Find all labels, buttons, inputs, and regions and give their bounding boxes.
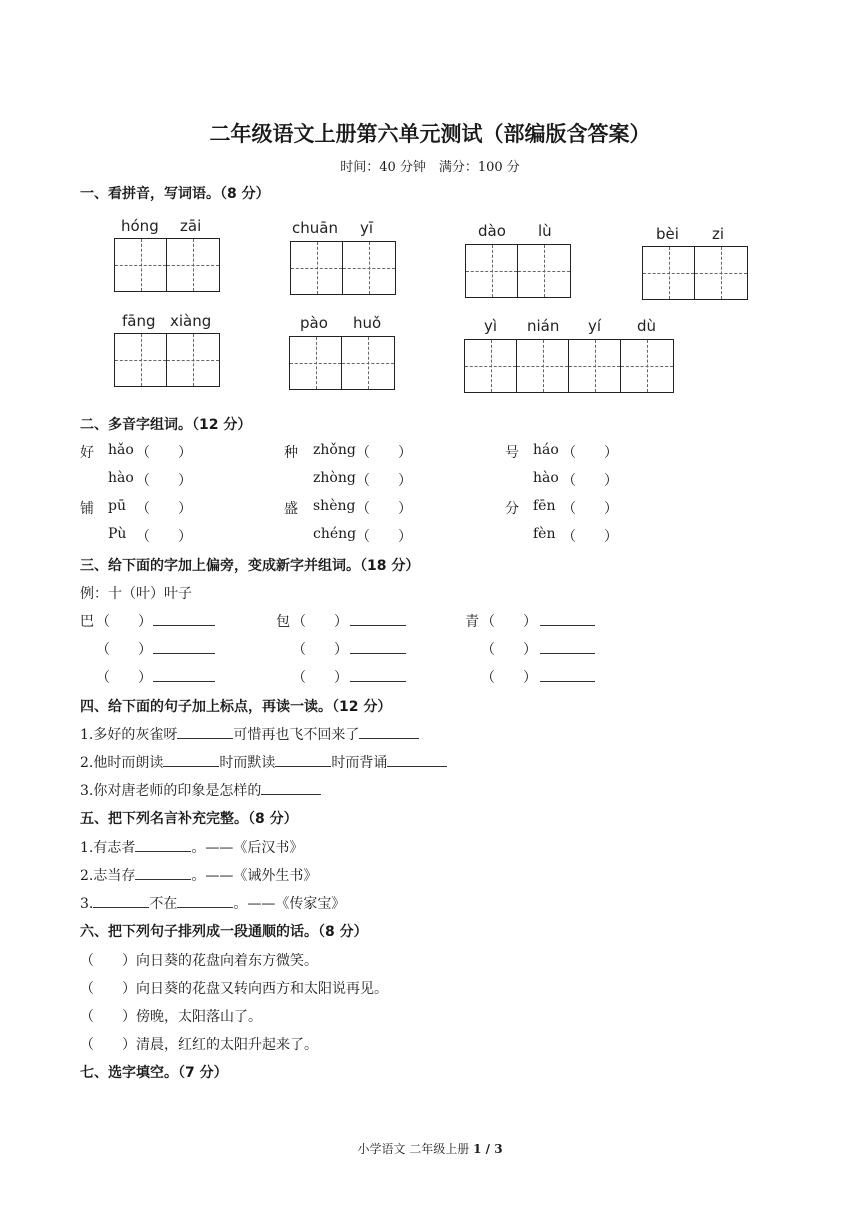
page-number: 1 / 3 (473, 1142, 503, 1156)
quote-blank[interactable] (93, 896, 149, 908)
new-char-blank[interactable]: （ ） (292, 642, 348, 658)
new-char-blank[interactable]: （ ） (96, 670, 152, 686)
sentence-part: 时而背诵 (331, 755, 388, 771)
answer-blank[interactable]: （ ） (562, 529, 618, 545)
new-char-blank[interactable]: （ ） (292, 614, 348, 630)
word-blank[interactable] (540, 642, 595, 654)
base-char: 青 (465, 614, 479, 630)
answer-blank[interactable]: （ ） (356, 529, 412, 545)
order-sentence: 向日葵的花盘向着东方微笑。 (136, 953, 318, 969)
reading: hào (533, 470, 559, 486)
order-item (80, 950, 318, 970)
reading: hào (108, 470, 134, 486)
polyphone-char: 好 (80, 445, 94, 461)
pinyin-syllable: pào (300, 314, 328, 332)
new-char-blank[interactable]: （ ） (96, 614, 152, 630)
word-blank[interactable] (350, 670, 406, 682)
quote-text: 1.有志者 (80, 840, 136, 856)
word-blank[interactable] (153, 642, 215, 654)
word-blank[interactable] (153, 614, 215, 626)
quote-source: 。——《后汉书》 (191, 840, 304, 856)
reading: Pù (108, 526, 127, 542)
punctuation-item-3 (80, 780, 321, 800)
pinyin-syllable: huǒ (353, 314, 382, 332)
pinyin-syllable: bèi (656, 225, 679, 243)
quote-source: 。——《诫外生书》 (191, 868, 318, 884)
new-char-blank[interactable]: （ ） (96, 642, 152, 658)
order-sentence: 清晨，红红的太阳升起来了。 (136, 1037, 318, 1053)
polyphone-char: 种 (284, 445, 298, 461)
reading: chéng (313, 526, 357, 542)
reading: zhòng (313, 470, 356, 486)
quote-item-1 (80, 837, 303, 857)
order-number-blank[interactable]: （ ） (80, 981, 136, 997)
answer-blank[interactable]: （ ） (136, 501, 192, 517)
page-footer (0, 1140, 860, 1157)
word-blank[interactable] (540, 614, 595, 626)
pinyin-syllable: yí (588, 317, 602, 335)
new-char-blank[interactable]: （ ） (292, 670, 348, 686)
quote-source: 。——《传家宝》 (233, 896, 346, 912)
answer-blank[interactable]: （ ） (136, 529, 192, 545)
section-3-heading: 三、给下面的字加上偏旁，变成新字并组词。（18 分） (80, 558, 420, 574)
pinyin-syllable: dào (478, 222, 506, 240)
polyphone-char: 铺 (80, 501, 94, 517)
pinyin-syllable: dù (637, 317, 657, 335)
new-char-blank[interactable]: （ ） (481, 614, 537, 630)
quote-blank[interactable] (177, 896, 233, 908)
reading: fēn (533, 498, 556, 514)
polyphone-char: 号 (505, 445, 519, 461)
base-char: 巴 (80, 614, 94, 630)
new-char-blank[interactable]: （ ） (481, 642, 537, 658)
quote-item-2 (80, 865, 317, 885)
punctuation-blank[interactable] (359, 727, 419, 739)
writing-grid[interactable] (642, 246, 748, 300)
writing-grid[interactable] (114, 333, 220, 387)
answer-blank[interactable]: （ ） (356, 473, 412, 489)
writing-grid[interactable] (464, 339, 674, 393)
reading: shèng (313, 498, 356, 514)
page-title: 二年级语文上册第六单元测试（部编版含答案） (209, 122, 651, 146)
pinyin-syllable: yī (360, 219, 374, 237)
punctuation-blank[interactable] (387, 755, 447, 767)
footer-text: 小学语文 二年级上册 (357, 1142, 470, 1156)
section-5-heading: 五、把下列名言补充完整。（8 分） (80, 811, 298, 827)
exam-info: 时间：40 分钟 满分：100 分 (340, 160, 520, 175)
pinyin-syllable: hóng (121, 217, 159, 235)
quote-item-3 (80, 893, 345, 913)
pinyin-syllable: zāi (180, 217, 202, 235)
reading: pū (108, 498, 126, 514)
order-number-blank[interactable]: （ ） (80, 953, 136, 969)
quote-blank[interactable] (135, 840, 191, 852)
sentence-part: 3.你对唐老师的印象是怎样的 (80, 783, 262, 799)
polyphone-char: 盛 (284, 501, 298, 517)
punctuation-blank[interactable] (177, 727, 233, 739)
quote-blank[interactable] (135, 868, 191, 880)
writing-grid[interactable] (289, 336, 395, 390)
section-7-heading: 七、选字填空。（7 分） (80, 1065, 228, 1081)
answer-blank[interactable]: （ ） (356, 445, 412, 461)
sentence-part: 1.多好的灰雀呀 (80, 727, 178, 743)
punctuation-blank[interactable] (163, 755, 219, 767)
new-char-blank[interactable]: （ ） (481, 670, 537, 686)
punctuation-blank[interactable] (275, 755, 331, 767)
quote-text: 不在 (149, 896, 178, 912)
word-blank[interactable] (540, 670, 595, 682)
sentence-part: 时而默读 (219, 755, 276, 771)
section-1-heading: 一、看拼音，写词语。（8 分） (80, 186, 270, 202)
word-blank[interactable] (350, 642, 406, 654)
reading: hǎo (108, 442, 134, 458)
answer-blank[interactable]: （ ） (562, 501, 618, 517)
pinyin-syllable: yì (484, 317, 498, 335)
answer-blank[interactable]: （ ） (562, 445, 618, 461)
punctuation-item-2 (80, 752, 447, 772)
writing-grid[interactable] (114, 238, 220, 292)
pinyin-syllable: chuān (292, 219, 338, 237)
reading: zhǒng (313, 442, 356, 458)
sentence-part: 可惜再也飞不回来了 (233, 727, 360, 743)
quote-text: 3. (80, 896, 94, 912)
section-4-heading: 四、给下面的句子加上标点，再读一读。（12 分） (80, 699, 392, 715)
writing-grid[interactable] (465, 244, 571, 298)
base-char: 包 (276, 614, 290, 630)
pinyin-syllable: zi (712, 225, 725, 243)
order-number-blank[interactable]: （ ） (80, 1037, 136, 1053)
order-number-blank[interactable]: （ ） (80, 1009, 136, 1025)
order-item (80, 1006, 262, 1026)
sentence-part: 2.他时而朗读 (80, 755, 164, 771)
pinyin-syllable: lù (538, 222, 552, 240)
answer-blank[interactable]: （ ） (562, 473, 618, 489)
example-line: 例：十（叶）叶子 (80, 586, 192, 602)
pinyin-syllable: fāng (122, 312, 156, 330)
section-6-heading: 六、把下列句子排列成一段通顺的话。（8 分） (80, 924, 368, 940)
punctuation-item-1 (80, 724, 419, 744)
quote-text: 2.志当存 (80, 868, 136, 884)
section-2-heading: 二、多音字组词。（12 分） (80, 417, 252, 433)
word-blank[interactable] (153, 670, 215, 682)
answer-blank[interactable]: （ ） (136, 445, 192, 461)
punctuation-blank[interactable] (261, 783, 321, 795)
reading: fèn (533, 526, 556, 542)
answer-blank[interactable]: （ ） (136, 473, 192, 489)
order-sentence: 向日葵的花盘又转向西方和太阳说再见。 (136, 981, 388, 997)
pinyin-syllable: nián (527, 317, 560, 335)
reading: háo (533, 442, 559, 458)
order-item (80, 978, 388, 998)
answer-blank[interactable]: （ ） (356, 501, 412, 517)
writing-grid[interactable] (290, 241, 396, 295)
pinyin-syllable: xiàng (170, 312, 212, 330)
polyphone-char: 分 (505, 501, 519, 517)
order-item (80, 1034, 318, 1054)
word-blank[interactable] (350, 614, 406, 626)
order-sentence: 傍晚，太阳落山了。 (136, 1009, 262, 1025)
